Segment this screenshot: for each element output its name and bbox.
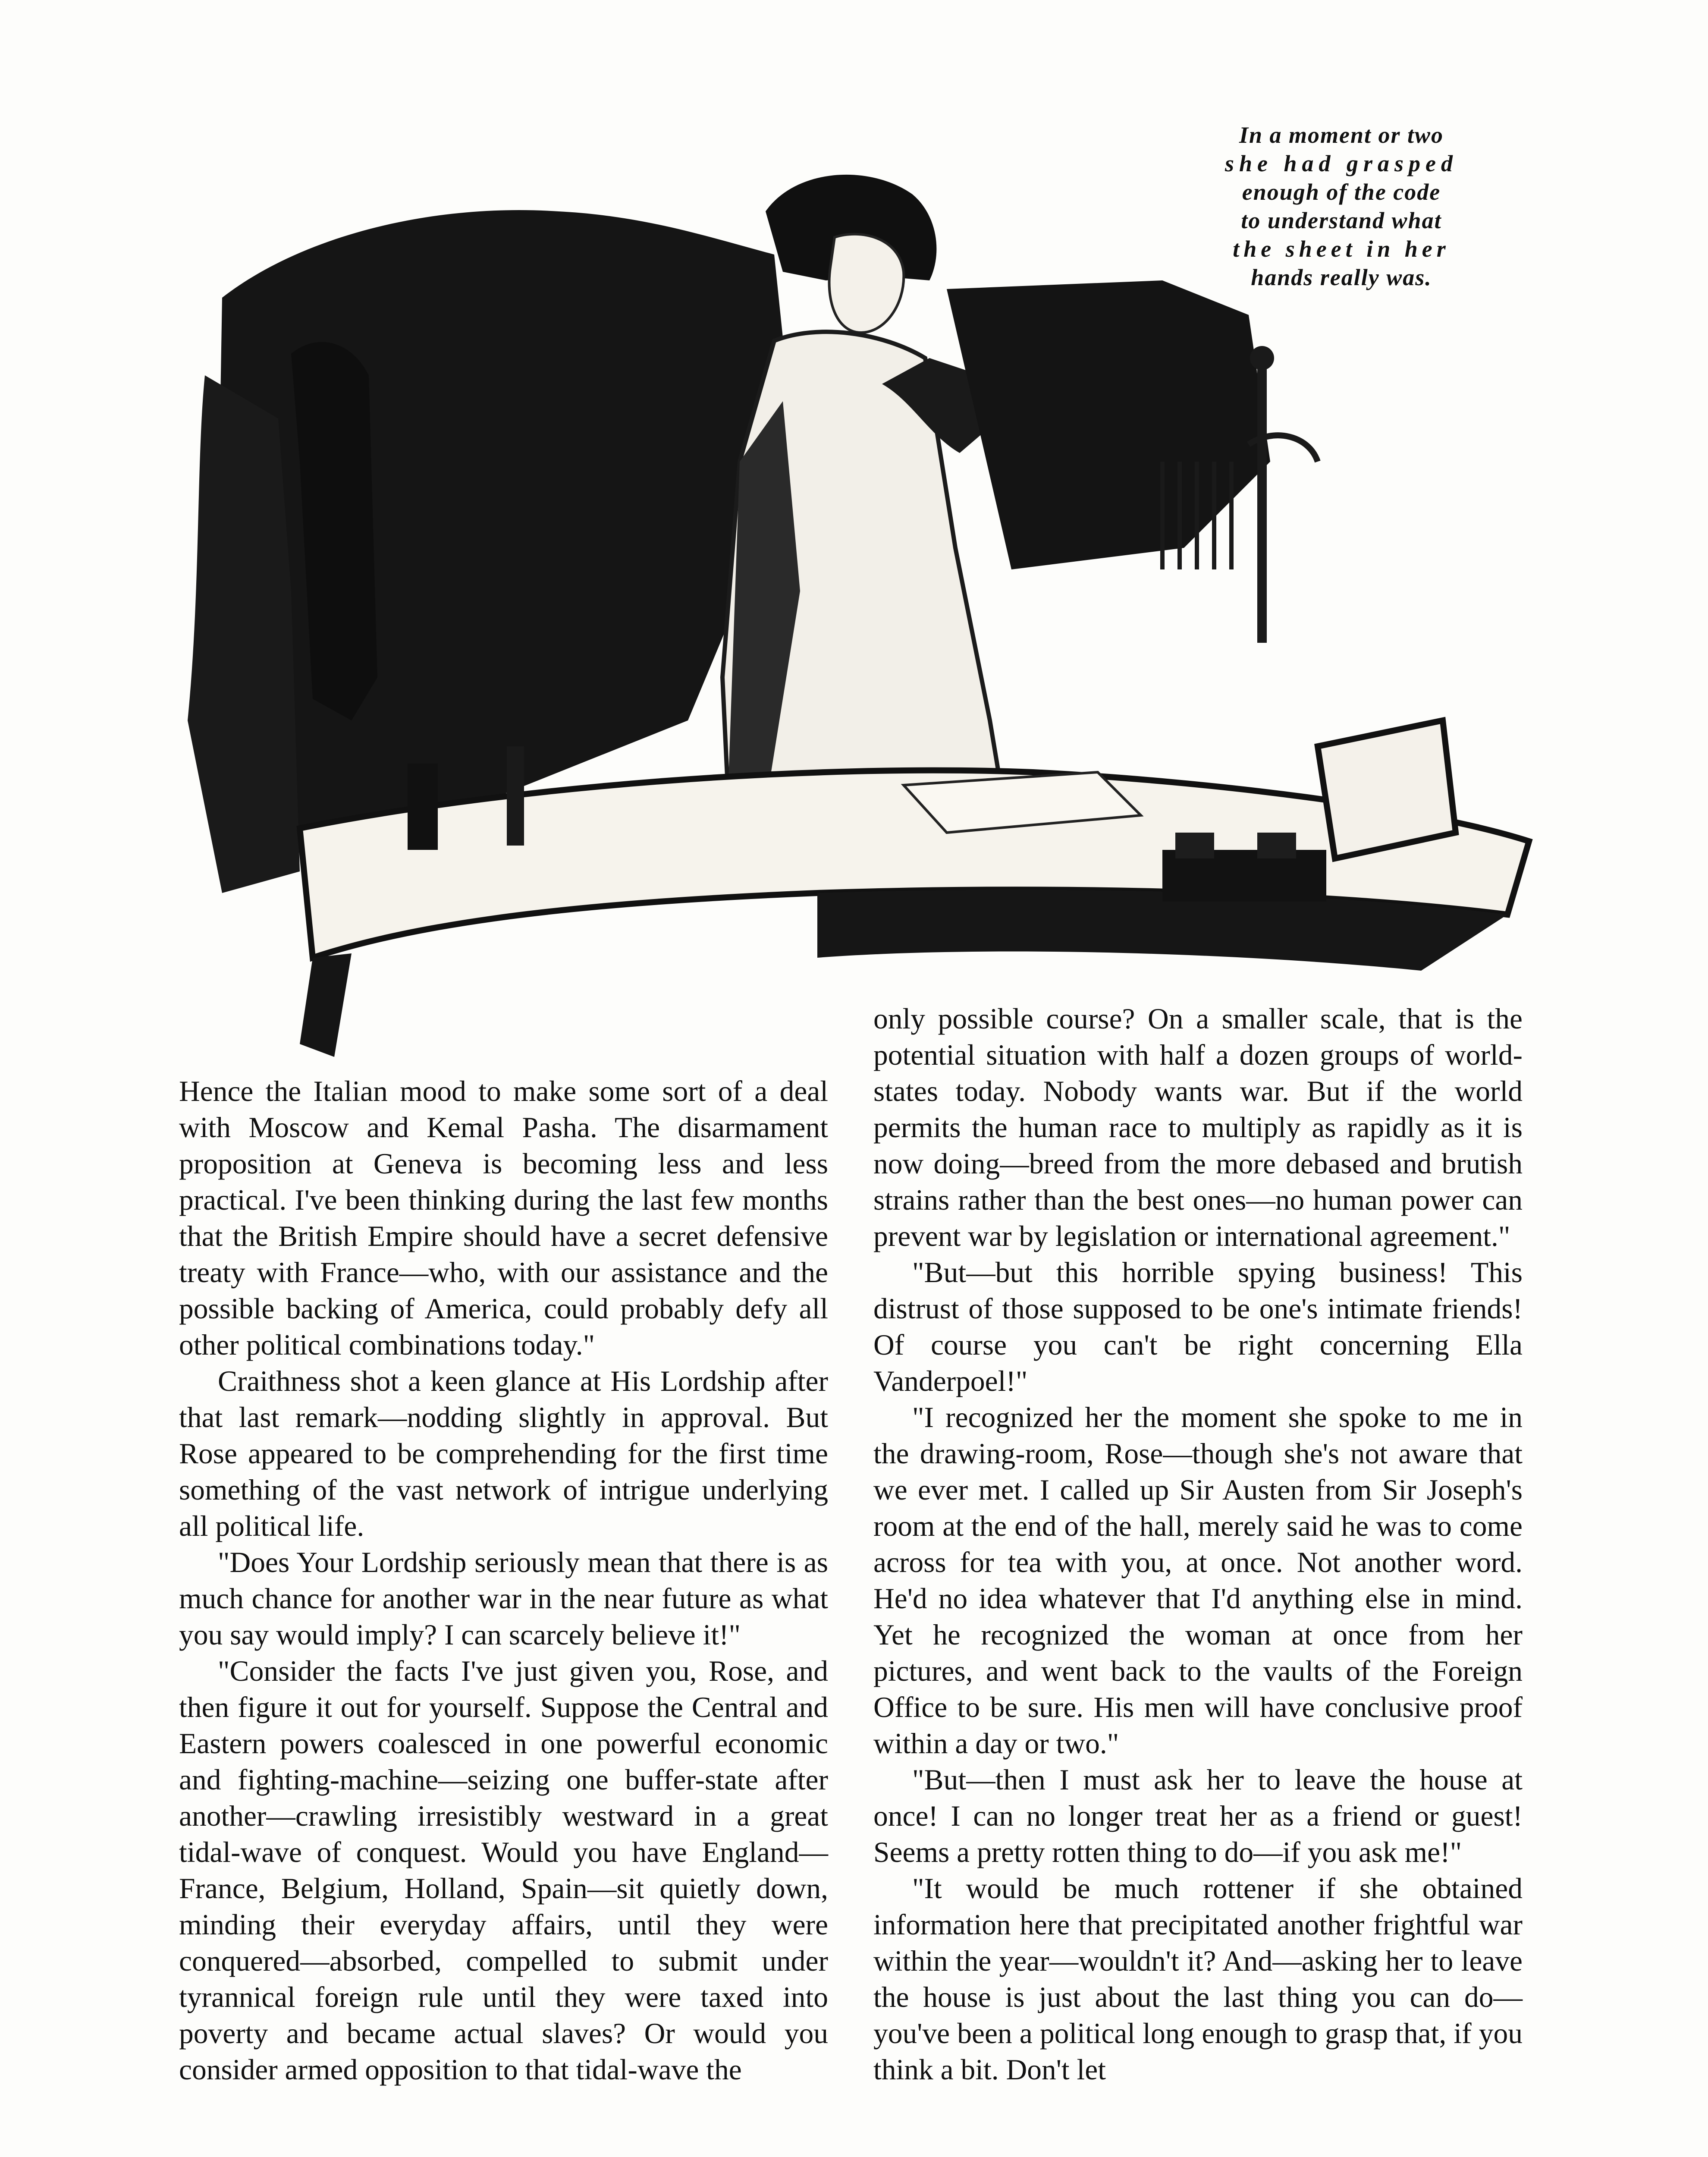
lamp-post (1257, 367, 1267, 643)
paragraph: "It would be much rottener if she obtained information here that precipitated another frightful war within the year—wouldn't it? And—asking her to leave the house is just about the last thing you can do—you've been a political long enough to grasp that, if you think a bit. Don't let (873, 1872, 1523, 2086)
caption-line: hands really was. (1251, 264, 1432, 290)
desk-edge-left (300, 953, 352, 1057)
picture-frame (1318, 720, 1456, 858)
drapery-shadow (214, 210, 796, 850)
paragraph: "I recognized her the moment she spoke to me in the drawing-room, Rose—though she's not aware that we ever met. I called up Sir Austen from Sir Joseph's room at the end of the hall, merely said he was to come across for tea with you, at once. Not another word. He'd no idea whatever that I'd anything else in mind. Yet he recognized the woman at once from her pictures, and went back to the vaults of the Foreign Office to be sure. His men will have conclusive proof within a day or two." (873, 1401, 1523, 1760)
left-column (179, 1073, 828, 2088)
backdrop-right (947, 280, 1270, 569)
paragraph: "Does Your Lordship seriously mean that there is as much chance for another war in the near future as what you say would imply? I can scarcely believe it!" (179, 1546, 828, 1651)
caption-line: to understand what (1241, 208, 1442, 233)
woman-face (829, 234, 904, 333)
paragraph: "But—but this horrible spying business! This distrust of those supposed to be one's intimate friends! Of course you can't be right concerning Ella Vanderpoel!" (873, 1256, 1523, 1397)
caption-line: In a moment or two (1239, 122, 1444, 148)
paragraph: Hence the Italian mood to make some sort of a deal with Moscow and Kemal Pasha. The disarmament proposition at Geneva is becoming less and less practical. I've been thinking during the last few months that the British Empire should have a secret defensive treaty with France—who, with our assistance and the possible backing of America, could probably defy all other political combinations today." (179, 1075, 828, 1361)
caption-line: the sheet in her (1233, 236, 1450, 262)
right-column (873, 1001, 1523, 2088)
paragraph: "But—then I must ask her to leave the house at once! I can no longer treat her as a friend or guest! Seems a pretty rotten thing to do—if you ask me!" (873, 1764, 1523, 1868)
illustration-caption (1199, 121, 1484, 292)
paragraph: only possible course? On a smaller scale, that is the potential situation with half a dozen groups of world-states today. Nobody wants war. But if the world permits the human race to multiply as rapidly as it is now doing—breed from the more debased and brutish strains rather than the best ones—no human power can prevent war by legislation or international agreement." (873, 1003, 1523, 1252)
caption-line: enough of the code (1242, 179, 1441, 205)
caption-line: she had grasped (1224, 151, 1458, 176)
paragraph: "Consider the facts I've just given you, Rose, and then figure it out for yourself. Suppose the Central and Eastern powers coalesced in one powerful economic and fighting-machine—seizing one buffer-state after another—crawling irresistibly westward in a great tidal-wave of conquest. Would you have England—France, Belgium, Holland, Spain—sit quietly down, minding their everyday affairs, until they were conquered—absorbed, compelled to submit under tyrannical foreign rule until they were taxed into poverty and became actual slaves? Or would you consider armed opposition to that tidal-wave the (179, 1655, 828, 2086)
paragraph: Craithness shot a keen glance at His Lordship after that last remark—nodding slightly in approval. But Rose appeared to be comprehending for the first time something of the vast network of intrigue underlying all political life. (179, 1365, 828, 1542)
